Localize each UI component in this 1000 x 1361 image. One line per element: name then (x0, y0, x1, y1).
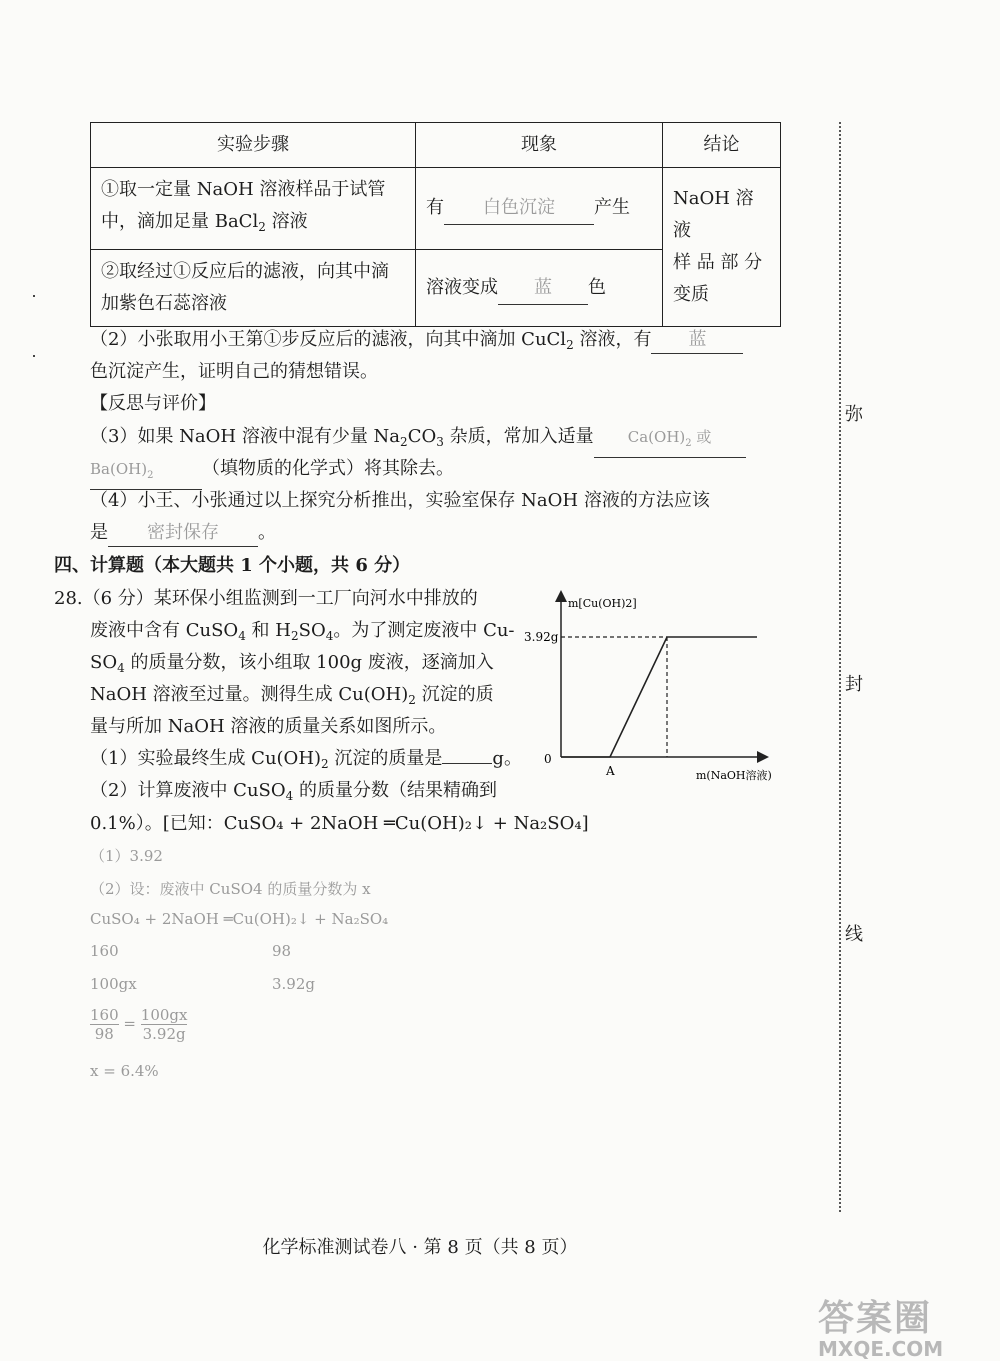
binding-dotted-line (839, 122, 841, 1212)
q3-text-c: （填物质的化学式）将其除去。 (202, 458, 454, 479)
step-1-line-b (101, 206, 405, 243)
subscript: 4 (325, 629, 334, 643)
q2-text: （2）小张取用小王第①步反应后的滤液，向其中滴加 CuCl (90, 329, 567, 350)
equals-sign: = (123, 1014, 136, 1033)
q28-text: 沉淀的质量是 (328, 748, 443, 769)
q28-part-2 (90, 778, 497, 809)
subscript: 2 (258, 220, 266, 234)
conclusion-line-2: 样 品 部 分 (673, 252, 763, 273)
q28-text: 的质量分数，该小组取 100g 废液，逐滴加入 (124, 652, 494, 673)
solution-line-1: （1）3.92 (90, 847, 163, 865)
watermark-top: 答案圈 (818, 1298, 933, 1339)
subscript: 3 (436, 435, 444, 449)
q28-line-2 (90, 618, 515, 649)
question-2-line-2: 色沉淀产生，证明自己的猜想错误。 (90, 361, 378, 382)
x-point-label-a: A (606, 764, 615, 778)
section-reflect-heading: 【反思与评价】 (90, 393, 216, 414)
q28-part-1 (90, 746, 522, 777)
subscript: 4 (238, 629, 246, 643)
q28-text: SO (298, 620, 326, 641)
conclusion-line-3: 变质 (673, 284, 709, 305)
question-4-line-1: （4）小王、小张通过以上探究分析推出，实验室保存 NaOH 溶液的方法应该 (90, 490, 710, 511)
q28-line-4 (90, 682, 494, 713)
phenomenon-1-cell (416, 168, 663, 250)
subscript: 4 (117, 661, 125, 675)
side-char-xian: 线 (845, 924, 863, 945)
watermark-bottom: MXQE.COM (818, 1337, 944, 1361)
conclusion-cell (663, 168, 781, 327)
answer-blank-q3-b (90, 456, 202, 490)
q3-text: （3）如果 NaOH 溶液中混有少量 Na (90, 426, 401, 447)
q28-text: 废液中含有 CuSO (90, 620, 239, 641)
step-2-cell (91, 250, 416, 327)
q3-text-co: CO (407, 426, 437, 447)
q3-answer-2: Ba(OH) (90, 460, 148, 478)
answer-blank-q3-a (594, 424, 746, 458)
subscript: 2 (566, 338, 574, 352)
step-1-line-a: ①取一定量 NaOH 溶液样品于试管 (101, 179, 386, 200)
q28-text: 。为了测定废液中 Cu- (333, 620, 515, 641)
q28-line-3 (90, 650, 494, 681)
phenomenon-2-post: 色 (588, 276, 606, 298)
origin-label: 0 (544, 752, 552, 766)
answer-blank-q2: 蓝 (651, 327, 743, 354)
q28-text: SO (90, 652, 118, 673)
solution-known-392: 3.92g (272, 975, 316, 993)
subscript: 4 (285, 789, 294, 803)
q2-text-b: 溶液，有 (573, 329, 652, 350)
watermark-logo (818, 1290, 943, 1361)
solution-mass-98: 98 (272, 942, 292, 960)
subscript: 2 (685, 438, 692, 449)
section-4-title: 四、计算题（本大题共 1 个小题，共 6 分） (54, 555, 411, 576)
question-3-line-2 (90, 456, 454, 490)
solution-result: x = 6.4% (90, 1062, 159, 1080)
conclusion-line-1: NaOH 溶液 (673, 188, 754, 241)
q28-text: 和 H (245, 620, 291, 641)
step-1-text-end: 溶液 (265, 211, 308, 232)
q28-text: 的质量分数（结果精确到 (293, 780, 498, 801)
step-1-cell (91, 168, 416, 250)
solution-known-100gx: 100gx (90, 975, 137, 993)
answer-blank-white-precipitate: 白色沉淀 (444, 192, 594, 225)
q28-line-1: 28.（6 分）某环保小组监测到一工厂向河水中排放的 (54, 588, 478, 609)
fraction-numerator: 100gx (140, 1006, 188, 1024)
fraction-denominator: 98 (94, 1025, 114, 1043)
y-axis-label: m[Cu(OH)2] (568, 597, 637, 610)
subscript: 2 (290, 629, 299, 643)
side-char-feng: 封 (845, 674, 863, 695)
solution-line-2: （2）设：废液中 CuSO4 的质量分数为 x (90, 880, 371, 898)
q3-answer-or: 或 (691, 428, 712, 446)
q28-text: （1）实验最终生成 Cu(OH) (90, 748, 322, 769)
fraction-right (141, 1006, 188, 1043)
q28-line-5: 量与所加 NaOH 溶液的质量关系如图所示。 (90, 716, 447, 737)
table-header-row (91, 123, 781, 168)
phenomenon-1-post: 产生 (594, 197, 630, 218)
phenomenon-2-pre: 溶液变成 (426, 276, 498, 298)
q28-part-2-line-2: 0.1%）。[已知：CuSO₄ + 2NaOH ═Cu(OH)₂↓ + Na₂SO₄] (90, 813, 589, 834)
series-line (561, 637, 757, 757)
subscript: 2 (321, 757, 329, 771)
y-tick-label: 3.92g (524, 630, 559, 644)
q3-text-b: 杂质，常加入适量 (443, 426, 594, 447)
subscript: 2 (147, 470, 154, 481)
header-steps: 实验步骤 (91, 123, 416, 168)
fraction-denominator: 3.92g (142, 1025, 186, 1043)
solution-proportion (90, 1006, 187, 1043)
precipitate-mass-chart (524, 585, 790, 790)
x-axis-label: m(NaOH溶液) (696, 769, 772, 782)
margin-dot (33, 355, 35, 357)
q28-text: （2）计算废液中 CuSO (90, 780, 286, 801)
question-3-line-1 (90, 424, 746, 458)
subscript: 2 (400, 435, 408, 449)
step-1-text: 中，滴加足量 BaCl (101, 211, 259, 232)
solution-equation: CuSO₄ + 2NaOH ═Cu(OH)₂↓ + Na₂SO₄ (90, 910, 389, 928)
solution-mass-160: 160 (90, 942, 119, 960)
header-phenomenon: 现象 (416, 123, 663, 168)
step-2-line-a: ②取经过①反应后的滤液，向其中滴 (101, 261, 389, 282)
fraction-numerator: 160 (90, 1006, 119, 1024)
question-2-line-1 (90, 327, 743, 358)
header-conclusion: 结论 (663, 123, 781, 168)
q28-text: 沉淀的质 (415, 684, 494, 705)
q28-text: NaOH 溶液至过量。测得生成 Cu(OH) (90, 684, 409, 705)
table-row (91, 168, 781, 250)
phenomenon-1-pre: 有 (426, 197, 444, 218)
experiment-table (90, 122, 781, 327)
page-footer: 化学标准测试卷八 · 第 8 页（共 8 页） (262, 1237, 578, 1258)
q4-post: 。 (258, 522, 276, 543)
side-char-mi: 弥 (845, 404, 863, 425)
fraction-left (90, 1006, 119, 1043)
q28-text: g。 (492, 748, 522, 769)
step-2-line-b: 加紫色石蕊溶液 (101, 293, 227, 314)
phenomenon-2-cell (416, 250, 663, 327)
q3-answer-1: Ca(OH) (627, 428, 686, 446)
answer-blank-q4: 密封保存 (108, 520, 258, 547)
question-4-line-2 (90, 520, 276, 547)
margin-dot (33, 295, 35, 297)
q4-pre: 是 (90, 522, 108, 543)
answer-blank-blue: 蓝 (498, 272, 588, 305)
subscript: 2 (408, 693, 416, 707)
answer-blank-q28-1 (442, 763, 492, 764)
